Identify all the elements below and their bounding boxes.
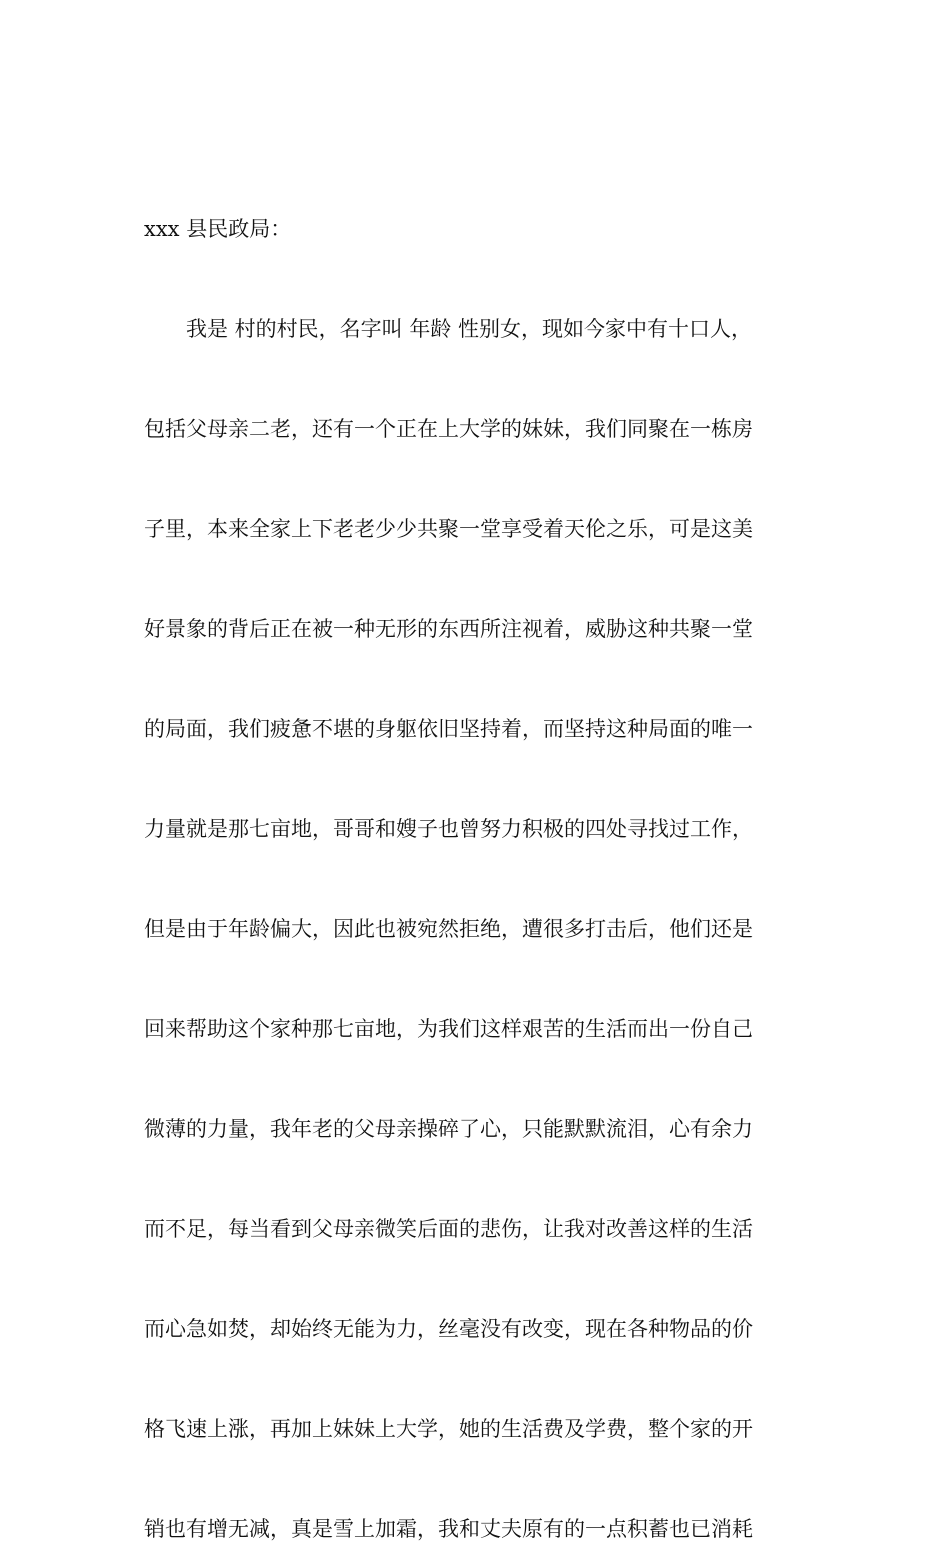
paragraph-gap (144, 254, 806, 304)
paragraph-line: 回来帮助这个家种那七亩地，为我们这样艰苦的生活而出一份自己 (144, 1017, 753, 1041)
line-gap (144, 454, 806, 504)
paragraph-line: 我是 村的村民，名字叫 年龄 性别女，现如今家中有十口人， (186, 317, 753, 341)
line-gap (144, 654, 806, 704)
paragraph-line: 包括父母亲二老，还有一个正在上大学的妹妹，我们同聚在一栋房 (144, 417, 753, 441)
line-gap (144, 1354, 806, 1404)
line-gap (144, 1454, 806, 1504)
line-gap (144, 854, 806, 904)
line-gap (144, 354, 806, 404)
paragraph-line: 的局面，我们疲惫不堪的身躯依旧坚持着，而坚持这种局面的唯一 (144, 717, 753, 741)
paragraph-line: 而心急如焚，却始终无能为力，丝毫没有改变，现在各种物品的价 (144, 1317, 753, 1341)
paragraph-line: 力量就是那七亩地，哥哥和嫂子也曾努力积极的四处寻找过工作， (144, 817, 753, 841)
letter-body (144, 204, 806, 1554)
paragraph-line: 但是由于年龄偏大，因此也被宛然拒绝，遭很多打击后，他们还是 (144, 917, 753, 941)
paragraph-line: 格飞速上涨，再加上妹妹上大学，她的生活费及学费，整个家的开 (144, 1417, 753, 1441)
line-gap (144, 1154, 806, 1204)
line-gap (144, 554, 806, 604)
line-gap (144, 1254, 806, 1304)
line-gap (144, 754, 806, 804)
paragraph-line: 而不足，每当看到父母亲微笑后面的悲伤，让我对改善这样的生活 (144, 1217, 753, 1241)
line-gap (144, 1054, 806, 1104)
paragraph-line: 好景象的背后正在被一种无形的东西所注视着，威胁这种共聚一堂 (144, 617, 753, 641)
paragraph-line: 销也有增无减，真是雪上加霜，我和丈夫原有的一点积蓄也已消耗 (144, 1517, 753, 1541)
paragraph-line: 微薄的力量，我年老的父母亲操碎了心，只能默默流泪，心有余力 (144, 1117, 753, 1141)
salutation: xxx 县民政局： (144, 217, 292, 241)
paragraph-line: 子里，本来全家上下老老少少共聚一堂享受着天伦之乐，可是这美 (144, 517, 753, 541)
line-gap (144, 954, 806, 1004)
